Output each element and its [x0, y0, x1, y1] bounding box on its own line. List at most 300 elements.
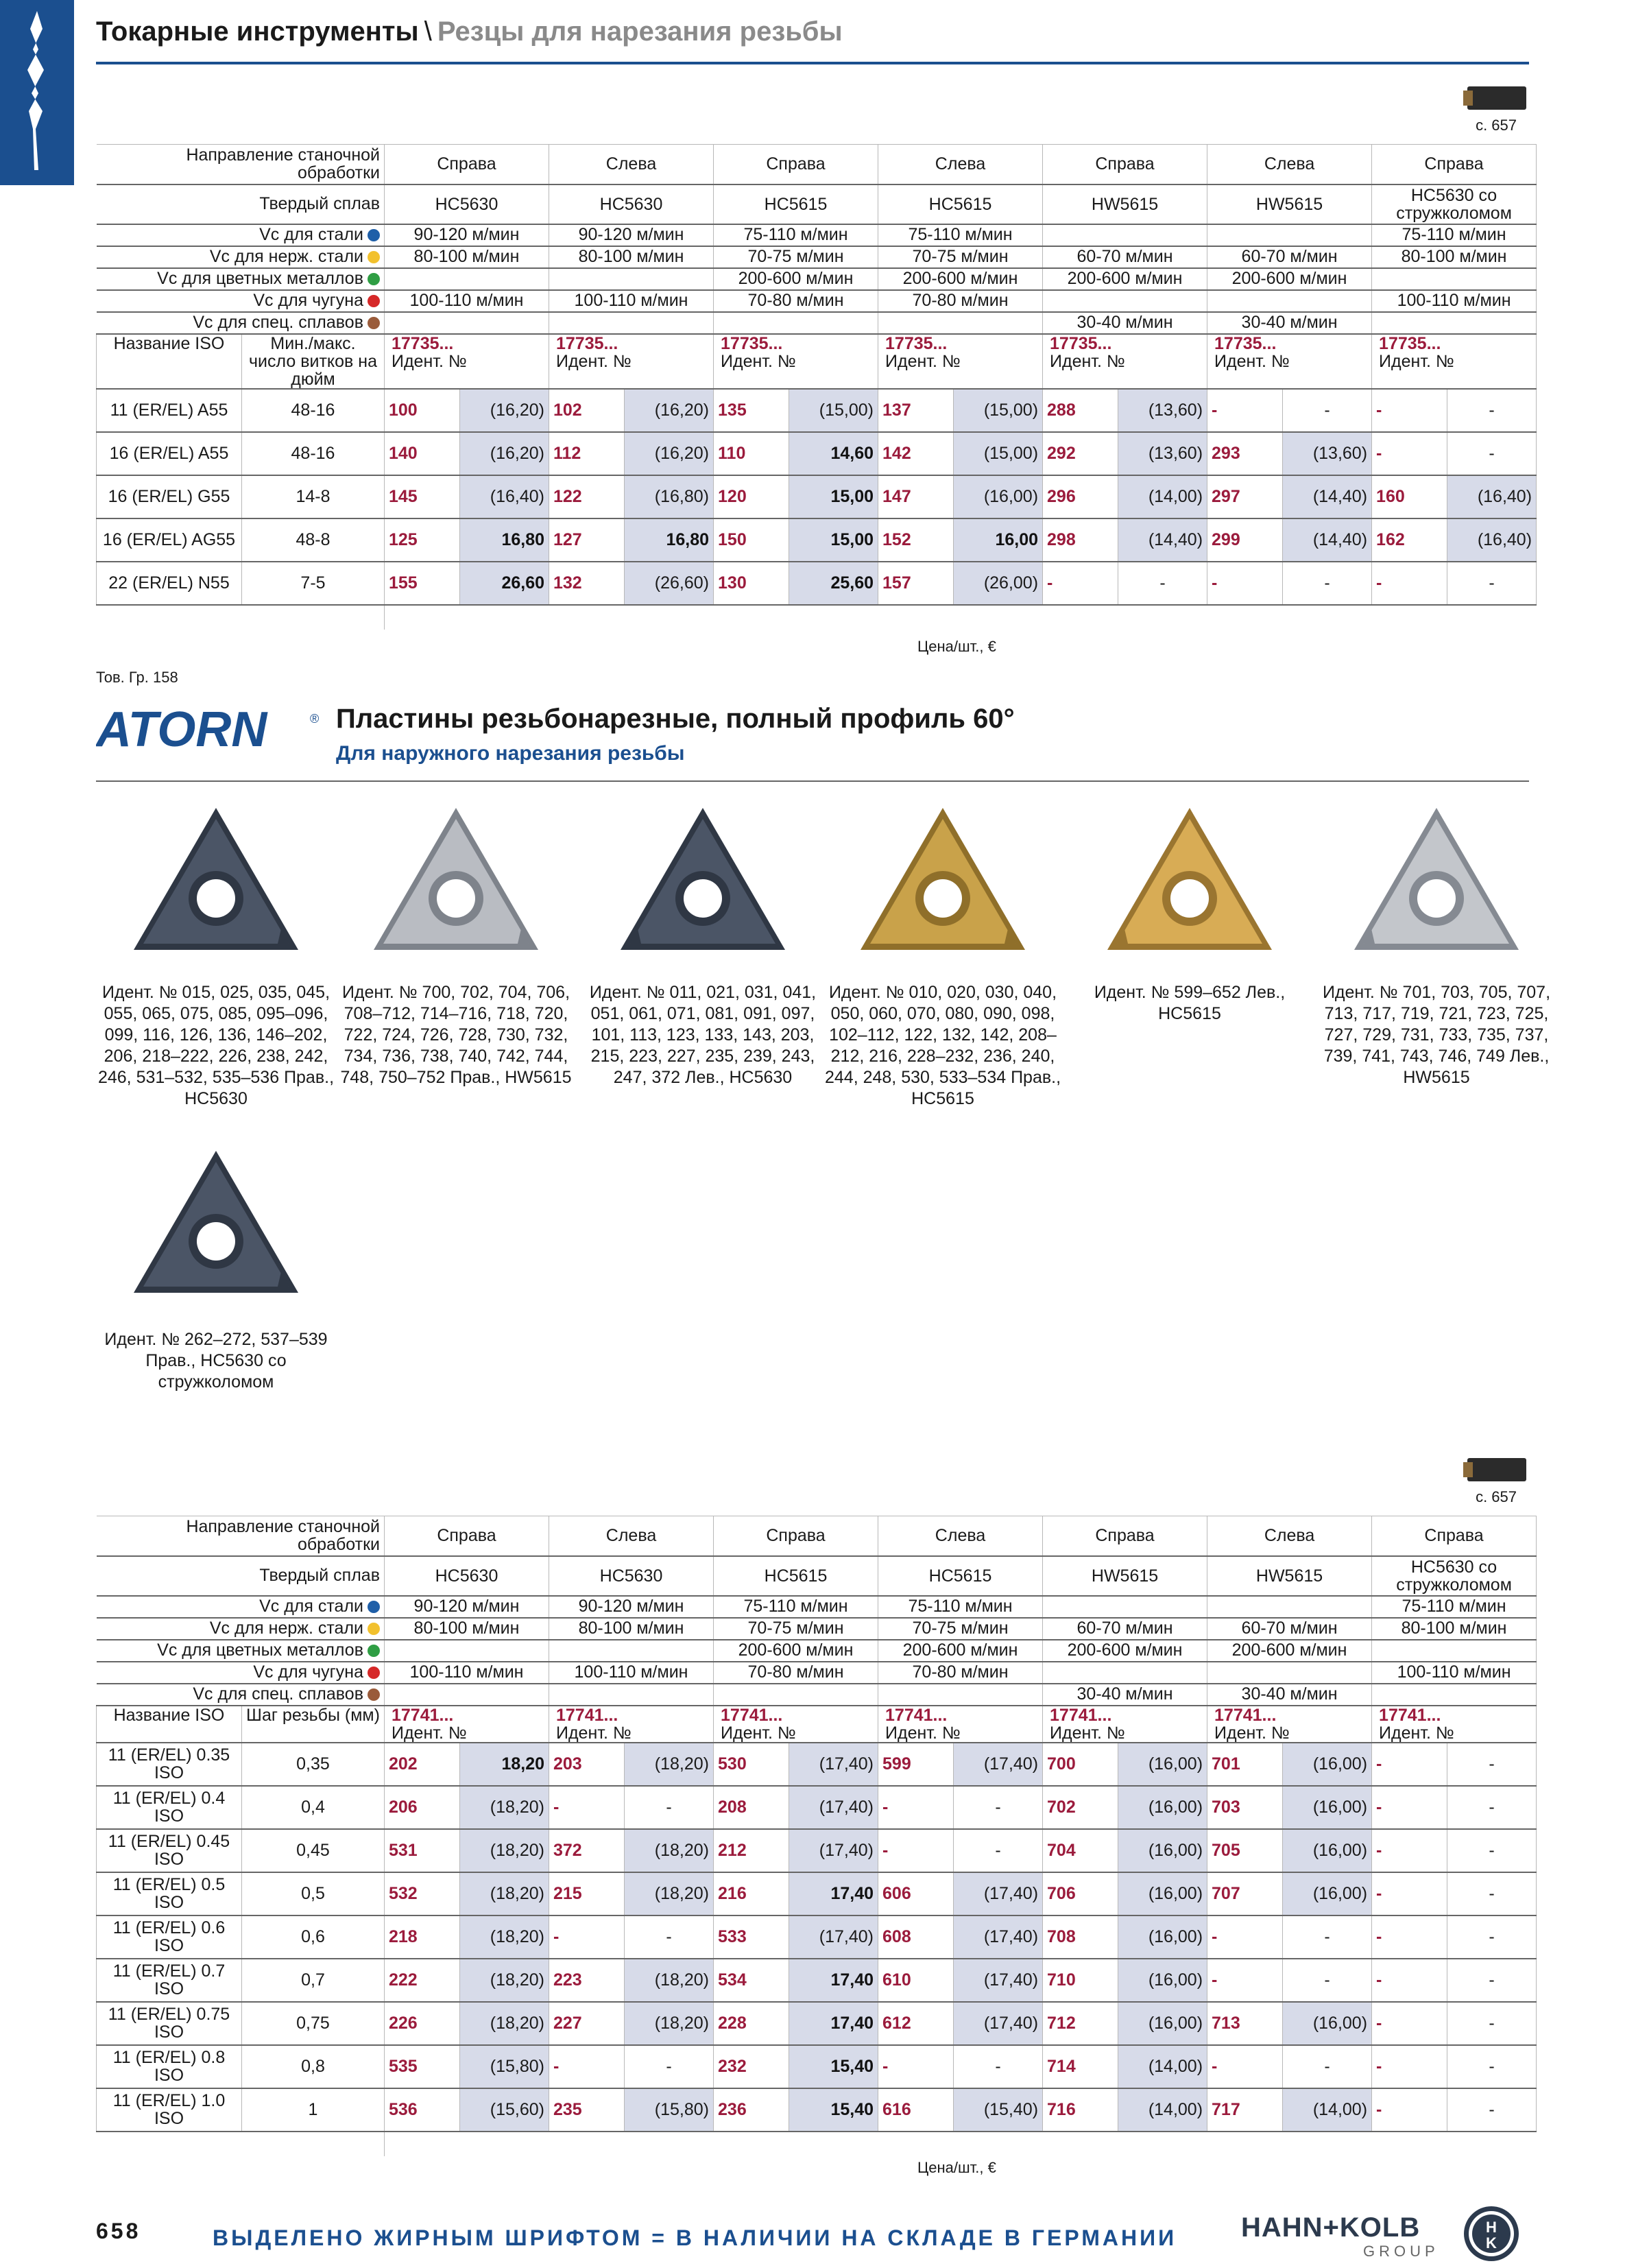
- price: -: [1283, 2045, 1372, 2088]
- row-label-text: Vc для спец. сплавов: [193, 1684, 363, 1704]
- table-cell: Справа: [385, 145, 549, 184]
- article-header: [878, 1706, 1043, 1743]
- blank-cell: [385, 2132, 1537, 2156]
- table-cell: 200-600 м/мин: [878, 1640, 1043, 1662]
- article-number[interactable]: 137: [878, 389, 954, 432]
- article-number[interactable]: 218: [385, 1915, 460, 1959]
- row-label-text: Vc для стали: [259, 225, 363, 244]
- article-number[interactable]: 616: [878, 2088, 954, 2132]
- article-number[interactable]: 712: [1043, 2002, 1118, 2045]
- price: (16,00): [954, 475, 1043, 518]
- article-number[interactable]: 599: [878, 1743, 954, 1786]
- castiron-material-dot-icon: [368, 295, 380, 307]
- article-header: [714, 1706, 878, 1743]
- article-number[interactable]: 288: [1043, 389, 1118, 432]
- page-reference[interactable]: с. 657: [1476, 1488, 1517, 1505]
- steel-material-dot-icon: [368, 1601, 380, 1613]
- price: (16,00): [1283, 1829, 1372, 1872]
- table-row: [97, 1872, 1537, 1915]
- article-number[interactable]: 160: [1372, 475, 1447, 518]
- article-number[interactable]: 703: [1207, 1786, 1283, 1829]
- article-number[interactable]: 162: [1372, 518, 1447, 562]
- article-header: [385, 334, 549, 389]
- table-cell: 70-80 м/мин: [714, 290, 878, 312]
- article-number[interactable]: -: [1207, 1959, 1283, 2002]
- article-number[interactable]: 147: [878, 475, 954, 518]
- insert-caption: Идент. № 599–652 Лев., HC5615: [1094, 983, 1286, 1023]
- article-number[interactable]: -: [1372, 432, 1447, 475]
- article-number[interactable]: 710: [1043, 1959, 1118, 2002]
- article-number[interactable]: 122: [549, 475, 625, 518]
- price: (16,20): [460, 389, 549, 432]
- header-separator: \: [424, 16, 432, 47]
- article-number[interactable]: 135: [714, 389, 789, 432]
- article-number[interactable]: 127: [549, 518, 625, 562]
- article-number[interactable]: 704: [1043, 1829, 1118, 1872]
- table-cell: 0,35: [242, 1743, 385, 1786]
- price: (16,00): [1118, 1829, 1207, 1872]
- table-cell: [549, 268, 714, 290]
- price: 17,40: [789, 1872, 878, 1915]
- row-label-text: Vc для чугуна: [253, 1662, 363, 1682]
- row-label-text: Vc для чугуна: [253, 291, 363, 310]
- price: 16,00: [954, 518, 1043, 562]
- table-cell: 70-80 м/мин: [878, 1662, 1043, 1684]
- insert-caption: Идент. № 011, 021, 031, 041, 051, 061, 071, 081, 091, 097, 101, 113, 123, 133, 143, 203, 215, 223, 227, 235, 239, 243, 247, 372 Лев., HC5630: [589, 983, 817, 1087]
- article-number[interactable]: 145: [385, 475, 460, 518]
- insert-caption: Идент. № 700, 702, 704, 706, 708–712, 714–716, 718, 720, 722, 724, 726, 728, 730, 732, 734, 736, 738, 740, 742, 744, 748, 750–752 Прав., HW5615: [340, 983, 572, 1087]
- price: (16,40): [1447, 475, 1537, 518]
- table-cell: 200-600 м/мин: [878, 268, 1043, 290]
- article-number[interactable]: -: [1372, 1872, 1447, 1915]
- article-header: [385, 1706, 549, 1743]
- price: (16,00): [1283, 1743, 1372, 1786]
- table-cell: 90-120 м/мин: [385, 224, 549, 246]
- table-cell: Справа: [1043, 145, 1207, 184]
- table-cell: 70-75 м/мин: [714, 246, 878, 268]
- table-cell: Справа: [1372, 145, 1537, 184]
- article-number[interactable]: 140: [385, 432, 460, 475]
- article-number[interactable]: 100: [385, 389, 460, 432]
- article-number[interactable]: 707: [1207, 1872, 1283, 1915]
- table-cell: [385, 312, 549, 334]
- table-cell: 80-100 м/мин: [385, 1618, 549, 1640]
- article-number[interactable]: 155: [385, 562, 460, 605]
- article-prefix: 17741...: [1379, 1705, 1441, 1725]
- table-cell: 11 (ER/EL) 0.45 ISO: [97, 1829, 242, 1872]
- article-number[interactable]: 534: [714, 1959, 789, 2002]
- article-number[interactable]: -: [549, 1786, 625, 1829]
- table-row: [97, 518, 1537, 562]
- table-cell: [1207, 1662, 1372, 1684]
- blank-cell: [385, 605, 1537, 630]
- table-cell: Название ISO: [97, 1706, 242, 1743]
- article-number[interactable]: 612: [878, 2002, 954, 2045]
- article-number[interactable]: 714: [1043, 2045, 1118, 2088]
- threading-insert-image[interactable]: [614, 802, 792, 967]
- price: (15,00): [789, 389, 878, 432]
- table-cell: 200-600 м/мин: [714, 268, 878, 290]
- product-subtitle: Для наружного нарезания резьбы: [336, 742, 685, 765]
- table-cell: 70-75 м/мин: [714, 1618, 878, 1640]
- article-header: [549, 1706, 714, 1743]
- row-label: [97, 1640, 385, 1662]
- svg-text:®: ®: [310, 712, 320, 726]
- table-cell: 11 (ER/EL) 1.0 ISO: [97, 2088, 242, 2132]
- price: (18,20): [625, 1872, 714, 1915]
- article-number[interactable]: 157: [878, 562, 954, 605]
- price: (14,00): [1118, 475, 1207, 518]
- threading-insert-image[interactable]: [367, 802, 545, 967]
- product-title: Пластины резьбонарезные, полный профиль 60°: [336, 704, 1015, 734]
- ident-label: Идент. №: [885, 351, 961, 371]
- article-number[interactable]: 142: [878, 432, 954, 475]
- article-number[interactable]: -: [1372, 1959, 1447, 2002]
- toolholder-thumbnail: [1463, 82, 1526, 112]
- row-label-text: Твердый сплав: [259, 1566, 380, 1585]
- table-cell: 75-110 м/мин: [714, 1596, 878, 1618]
- spec-row-direction: [97, 1516, 1537, 1556]
- special-material-dot-icon: [368, 317, 380, 329]
- table-cell: HC5615: [878, 184, 1043, 224]
- price: (14,40): [1283, 475, 1372, 518]
- table-cell: 14-8: [242, 475, 385, 518]
- spec-row-vc-stainless: [97, 246, 1537, 268]
- article-prefix: 17741...: [885, 1705, 948, 1725]
- article-number[interactable]: 222: [385, 1959, 460, 2002]
- price: -: [1447, 2045, 1537, 2088]
- article-number[interactable]: -: [1372, 2002, 1447, 2045]
- price: (16,00): [1283, 1872, 1372, 1915]
- price: -: [954, 1786, 1043, 1829]
- article-number[interactable]: 610: [878, 1959, 954, 2002]
- price: (16,40): [1447, 518, 1537, 562]
- table-cell: [1043, 224, 1207, 246]
- article-number[interactable]: -: [549, 1915, 625, 1959]
- article-number[interactable]: -: [1207, 389, 1283, 432]
- table-cell: [878, 312, 1043, 334]
- table-cell: [1372, 312, 1537, 334]
- table-row: [97, 475, 1537, 518]
- article-number[interactable]: 532: [385, 1872, 460, 1915]
- header-title: Токарные инструменты: [96, 16, 419, 47]
- table-cell: HC5615: [878, 1556, 1043, 1596]
- price: (26,00): [954, 562, 1043, 605]
- page-reference[interactable]: с. 657: [1476, 117, 1517, 134]
- price: -: [625, 1915, 714, 1959]
- price: (18,20): [460, 1829, 549, 1872]
- article-number[interactable]: 150: [714, 518, 789, 562]
- price: (13,60): [1118, 432, 1207, 475]
- table-cell: 100-110 м/мин: [385, 290, 549, 312]
- price: 15,00: [789, 518, 878, 562]
- article-number[interactable]: 216: [714, 1872, 789, 1915]
- price: 16,80: [625, 518, 714, 562]
- ident-label: Идент. №: [392, 1723, 467, 1743]
- table-cell: [1372, 268, 1537, 290]
- price: (26,60): [625, 562, 714, 605]
- table-cell: [878, 1684, 1043, 1706]
- article-number[interactable]: -: [878, 1786, 954, 1829]
- brand-text: ATORN: [96, 706, 267, 754]
- threading-insert-image[interactable]: [127, 802, 305, 967]
- article-number[interactable]: 533: [714, 1915, 789, 1959]
- table-cell: HW5615: [1043, 184, 1207, 224]
- article-number[interactable]: 299: [1207, 518, 1283, 562]
- table-cell: 200-600 м/мин: [1207, 1640, 1372, 1662]
- article-number[interactable]: 227: [549, 2002, 625, 2045]
- table-cell: [549, 1684, 714, 1706]
- table-cell: [1043, 290, 1207, 312]
- article-header: [1043, 1706, 1207, 1743]
- article-number[interactable]: 716: [1043, 2088, 1118, 2132]
- article-number[interactable]: 705: [1207, 1829, 1283, 1872]
- article-prefix: 17735...: [721, 333, 783, 353]
- article-number[interactable]: 203: [549, 1743, 625, 1786]
- price: -: [1447, 1786, 1537, 1829]
- article-number[interactable]: 700: [1043, 1743, 1118, 1786]
- table-cell: 100-110 м/мин: [1372, 290, 1537, 312]
- price: (15,40): [954, 2088, 1043, 2132]
- article-number[interactable]: -: [878, 2045, 954, 2088]
- insert-caption: Идент. № 262–272, 537–539 Прав., HC5630 со стружколомом: [104, 1330, 328, 1392]
- table-cell: 75-110 м/мин: [878, 224, 1043, 246]
- table-cell: 70-75 м/мин: [878, 246, 1043, 268]
- article-number[interactable]: -: [1207, 1915, 1283, 1959]
- article-number[interactable]: 132: [549, 562, 625, 605]
- divider: [96, 780, 1529, 782]
- article-header: [1043, 334, 1207, 389]
- article-number[interactable]: 152: [878, 518, 954, 562]
- price: -: [1447, 2088, 1537, 2132]
- article-number[interactable]: 110: [714, 432, 789, 475]
- article-number[interactable]: 236: [714, 2088, 789, 2132]
- table-row: [97, 2002, 1537, 2045]
- price: (16,00): [1118, 1786, 1207, 1829]
- article-number[interactable]: 297: [1207, 475, 1283, 518]
- table-row: [97, 1786, 1537, 1829]
- threading-insert-image[interactable]: [1100, 802, 1279, 967]
- row-label-text: Направление станочной обработки: [186, 145, 380, 183]
- row-label: [97, 268, 385, 290]
- article-number[interactable]: 606: [878, 1872, 954, 1915]
- table-cell: [549, 312, 714, 334]
- article-number[interactable]: 702: [1043, 1786, 1118, 1829]
- price: 17,40: [789, 2002, 878, 2045]
- article-number[interactable]: -: [878, 1829, 954, 1872]
- article-number[interactable]: 212: [714, 1829, 789, 1872]
- article-header: [1207, 1706, 1372, 1743]
- toolholder-thumbnail: [1463, 1454, 1526, 1484]
- table-cell: 22 (ER/EL) N55: [97, 562, 242, 605]
- threading-insert-image[interactable]: [1347, 802, 1526, 967]
- article-number[interactable]: 531: [385, 1829, 460, 1872]
- article-number[interactable]: 530: [714, 1743, 789, 1786]
- article-number[interactable]: -: [1372, 1915, 1447, 1959]
- price: (16,00): [1118, 1959, 1207, 2002]
- article-number[interactable]: 232: [714, 2045, 789, 2088]
- table-footer-row: [97, 605, 1537, 630]
- table-row: [97, 432, 1537, 475]
- spec-row-vc-nonferrous: [97, 1640, 1537, 1662]
- article-number[interactable]: 706: [1043, 1872, 1118, 1915]
- product-group: Тов. Гр. 158: [96, 669, 178, 686]
- price: (15,00): [954, 389, 1043, 432]
- article-number[interactable]: -: [1372, 389, 1447, 432]
- blank-cell: [97, 2132, 385, 2156]
- article-number[interactable]: 226: [385, 2002, 460, 2045]
- price: (16,20): [460, 432, 549, 475]
- table-cell: 11 (ER/EL) 0.5 ISO: [97, 1872, 242, 1915]
- table-cell: [1372, 1640, 1537, 1662]
- article-number[interactable]: 608: [878, 1915, 954, 1959]
- table-cell: HC5615: [714, 184, 878, 224]
- row-label-text: Направление станочной обработки: [186, 1517, 380, 1555]
- price: -: [1447, 2002, 1537, 2045]
- article-number[interactable]: -: [1372, 2088, 1447, 2132]
- price: (14,00): [1283, 2088, 1372, 2132]
- table-cell: [1207, 224, 1372, 246]
- stock-legend: ВЫДЕЛЕНО ЖИРНЫМ ШРИФТОМ = В НАЛИЧИИ НА СКЛАДЕ В ГЕРМАНИИ: [213, 2225, 1177, 2250]
- table-cell: Справа: [714, 145, 878, 184]
- price: (17,40): [789, 1786, 878, 1829]
- article-number[interactable]: 717: [1207, 2088, 1283, 2132]
- hk-emblem-icon: [1460, 2203, 1522, 2265]
- price: -: [1447, 562, 1537, 605]
- article-number[interactable]: 223: [549, 1959, 625, 2002]
- page-header: [96, 16, 1529, 64]
- row-label: [97, 1516, 385, 1556]
- threading-insert-image[interactable]: [127, 1145, 305, 1310]
- table-row: [97, 2088, 1537, 2132]
- article-number[interactable]: 296: [1043, 475, 1118, 518]
- article-prefix: 17735...: [1050, 333, 1112, 353]
- table-cell: 60-70 м/мин: [1043, 246, 1207, 268]
- price: 26,60: [460, 562, 549, 605]
- article-number[interactable]: -: [549, 2045, 625, 2088]
- article-number[interactable]: 708: [1043, 1915, 1118, 1959]
- ident-label: Идент. №: [556, 1723, 631, 1743]
- table-cell: Справа: [714, 1516, 878, 1556]
- row-label: [97, 1618, 385, 1640]
- price: (17,40): [954, 1872, 1043, 1915]
- article-number[interactable]: 713: [1207, 2002, 1283, 2045]
- article-prefix: 17735...: [392, 333, 454, 353]
- price: (17,40): [954, 1915, 1043, 1959]
- article-prefix: 17741...: [392, 1705, 454, 1725]
- table-cell: HC5630: [385, 184, 549, 224]
- table-cell: 0,7: [242, 1959, 385, 2002]
- article-number[interactable]: -: [1207, 562, 1283, 605]
- spec-row-alloy: [97, 184, 1537, 224]
- article-number[interactable]: -: [1372, 562, 1447, 605]
- article-number[interactable]: 112: [549, 432, 625, 475]
- ident-label: Идент. №: [1379, 1723, 1454, 1743]
- price: (18,20): [625, 1829, 714, 1872]
- table-row: [97, 1743, 1537, 1786]
- article-header: [1207, 334, 1372, 389]
- threading-insert-image[interactable]: [854, 802, 1032, 967]
- row-label: [97, 224, 385, 246]
- section-tab: [0, 0, 74, 185]
- spec-row-vc-special: [97, 1684, 1537, 1706]
- article-number[interactable]: -: [1372, 1829, 1447, 1872]
- article-number[interactable]: 535: [385, 2045, 460, 2088]
- article-number[interactable]: 235: [549, 2088, 625, 2132]
- table-cell: 48-16: [242, 389, 385, 432]
- article-number[interactable]: 130: [714, 562, 789, 605]
- article-number[interactable]: 298: [1043, 518, 1118, 562]
- table-cell: 11 (ER/EL) 0.4 ISO: [97, 1786, 242, 1829]
- article-number[interactable]: -: [1043, 562, 1118, 605]
- table-cell: Справа: [1372, 1516, 1537, 1556]
- article-number[interactable]: 208: [714, 1786, 789, 1829]
- article-number[interactable]: 120: [714, 475, 789, 518]
- article-number[interactable]: -: [1372, 1786, 1447, 1829]
- price: (17,40): [954, 1743, 1043, 1786]
- article-number[interactable]: -: [1372, 1743, 1447, 1786]
- price: -: [954, 2045, 1043, 2088]
- table-cell: HW5615: [1043, 1556, 1207, 1596]
- article-number[interactable]: 536: [385, 2088, 460, 2132]
- table-cell: [1043, 1596, 1207, 1618]
- insert-caption: Идент. № 010, 020, 030, 040, 050, 060, 070, 080, 090, 098, 102–112, 122, 132, 142, 208–212, 216, 228–232, 236, 240, 244, 248, 530, 533–534 Прав., HC5615: [824, 983, 1061, 1108]
- price: (16,80): [625, 475, 714, 518]
- article-prefix: 17741...: [721, 1705, 783, 1725]
- table-cell: [714, 1684, 878, 1706]
- article-number[interactable]: -: [1372, 2045, 1447, 2088]
- price: (18,20): [625, 2002, 714, 2045]
- row-label-text: Vc для стали: [259, 1597, 363, 1616]
- table-cell: 30-40 м/мин: [1207, 312, 1372, 334]
- article-number[interactable]: 125: [385, 518, 460, 562]
- row-label: [97, 1684, 385, 1706]
- table-cell: 70-80 м/мин: [714, 1662, 878, 1684]
- article-prefix: 17741...: [1214, 1705, 1277, 1725]
- article-number[interactable]: 228: [714, 2002, 789, 2045]
- article-number[interactable]: 202: [385, 1743, 460, 1786]
- ident-label: Идент. №: [885, 1723, 961, 1743]
- table-cell: 80-100 м/мин: [549, 246, 714, 268]
- row-label-text: Vc для цветных металлов: [157, 1640, 363, 1660]
- table-cell: Слева: [549, 1516, 714, 1556]
- row-label: [97, 145, 385, 184]
- article-number[interactable]: 206: [385, 1786, 460, 1829]
- article-number[interactable]: 372: [549, 1829, 625, 1872]
- article-number[interactable]: 701: [1207, 1743, 1283, 1786]
- table-row: [97, 562, 1537, 605]
- price: -: [1447, 1959, 1537, 2002]
- table-cell: Слева: [878, 145, 1043, 184]
- article-number[interactable]: 293: [1207, 432, 1283, 475]
- table-cell: 75-110 м/мин: [714, 224, 878, 246]
- price: -: [1118, 562, 1207, 605]
- price: 18,20: [460, 1743, 549, 1786]
- table-cell: 100-110 м/мин: [1372, 1662, 1537, 1684]
- article-number[interactable]: -: [1207, 2045, 1283, 2088]
- ident-label: Идент. №: [721, 351, 796, 371]
- table-cell: 48-16: [242, 432, 385, 475]
- stainless-material-dot-icon: [368, 251, 380, 263]
- price: (16,00): [1118, 1872, 1207, 1915]
- article-number[interactable]: 292: [1043, 432, 1118, 475]
- svg-text:K: K: [1486, 2234, 1497, 2252]
- price: (17,40): [789, 1915, 878, 1959]
- price: (18,20): [625, 1959, 714, 2002]
- price: -: [1283, 1915, 1372, 1959]
- article-number[interactable]: 215: [549, 1872, 625, 1915]
- article-number[interactable]: 102: [549, 389, 625, 432]
